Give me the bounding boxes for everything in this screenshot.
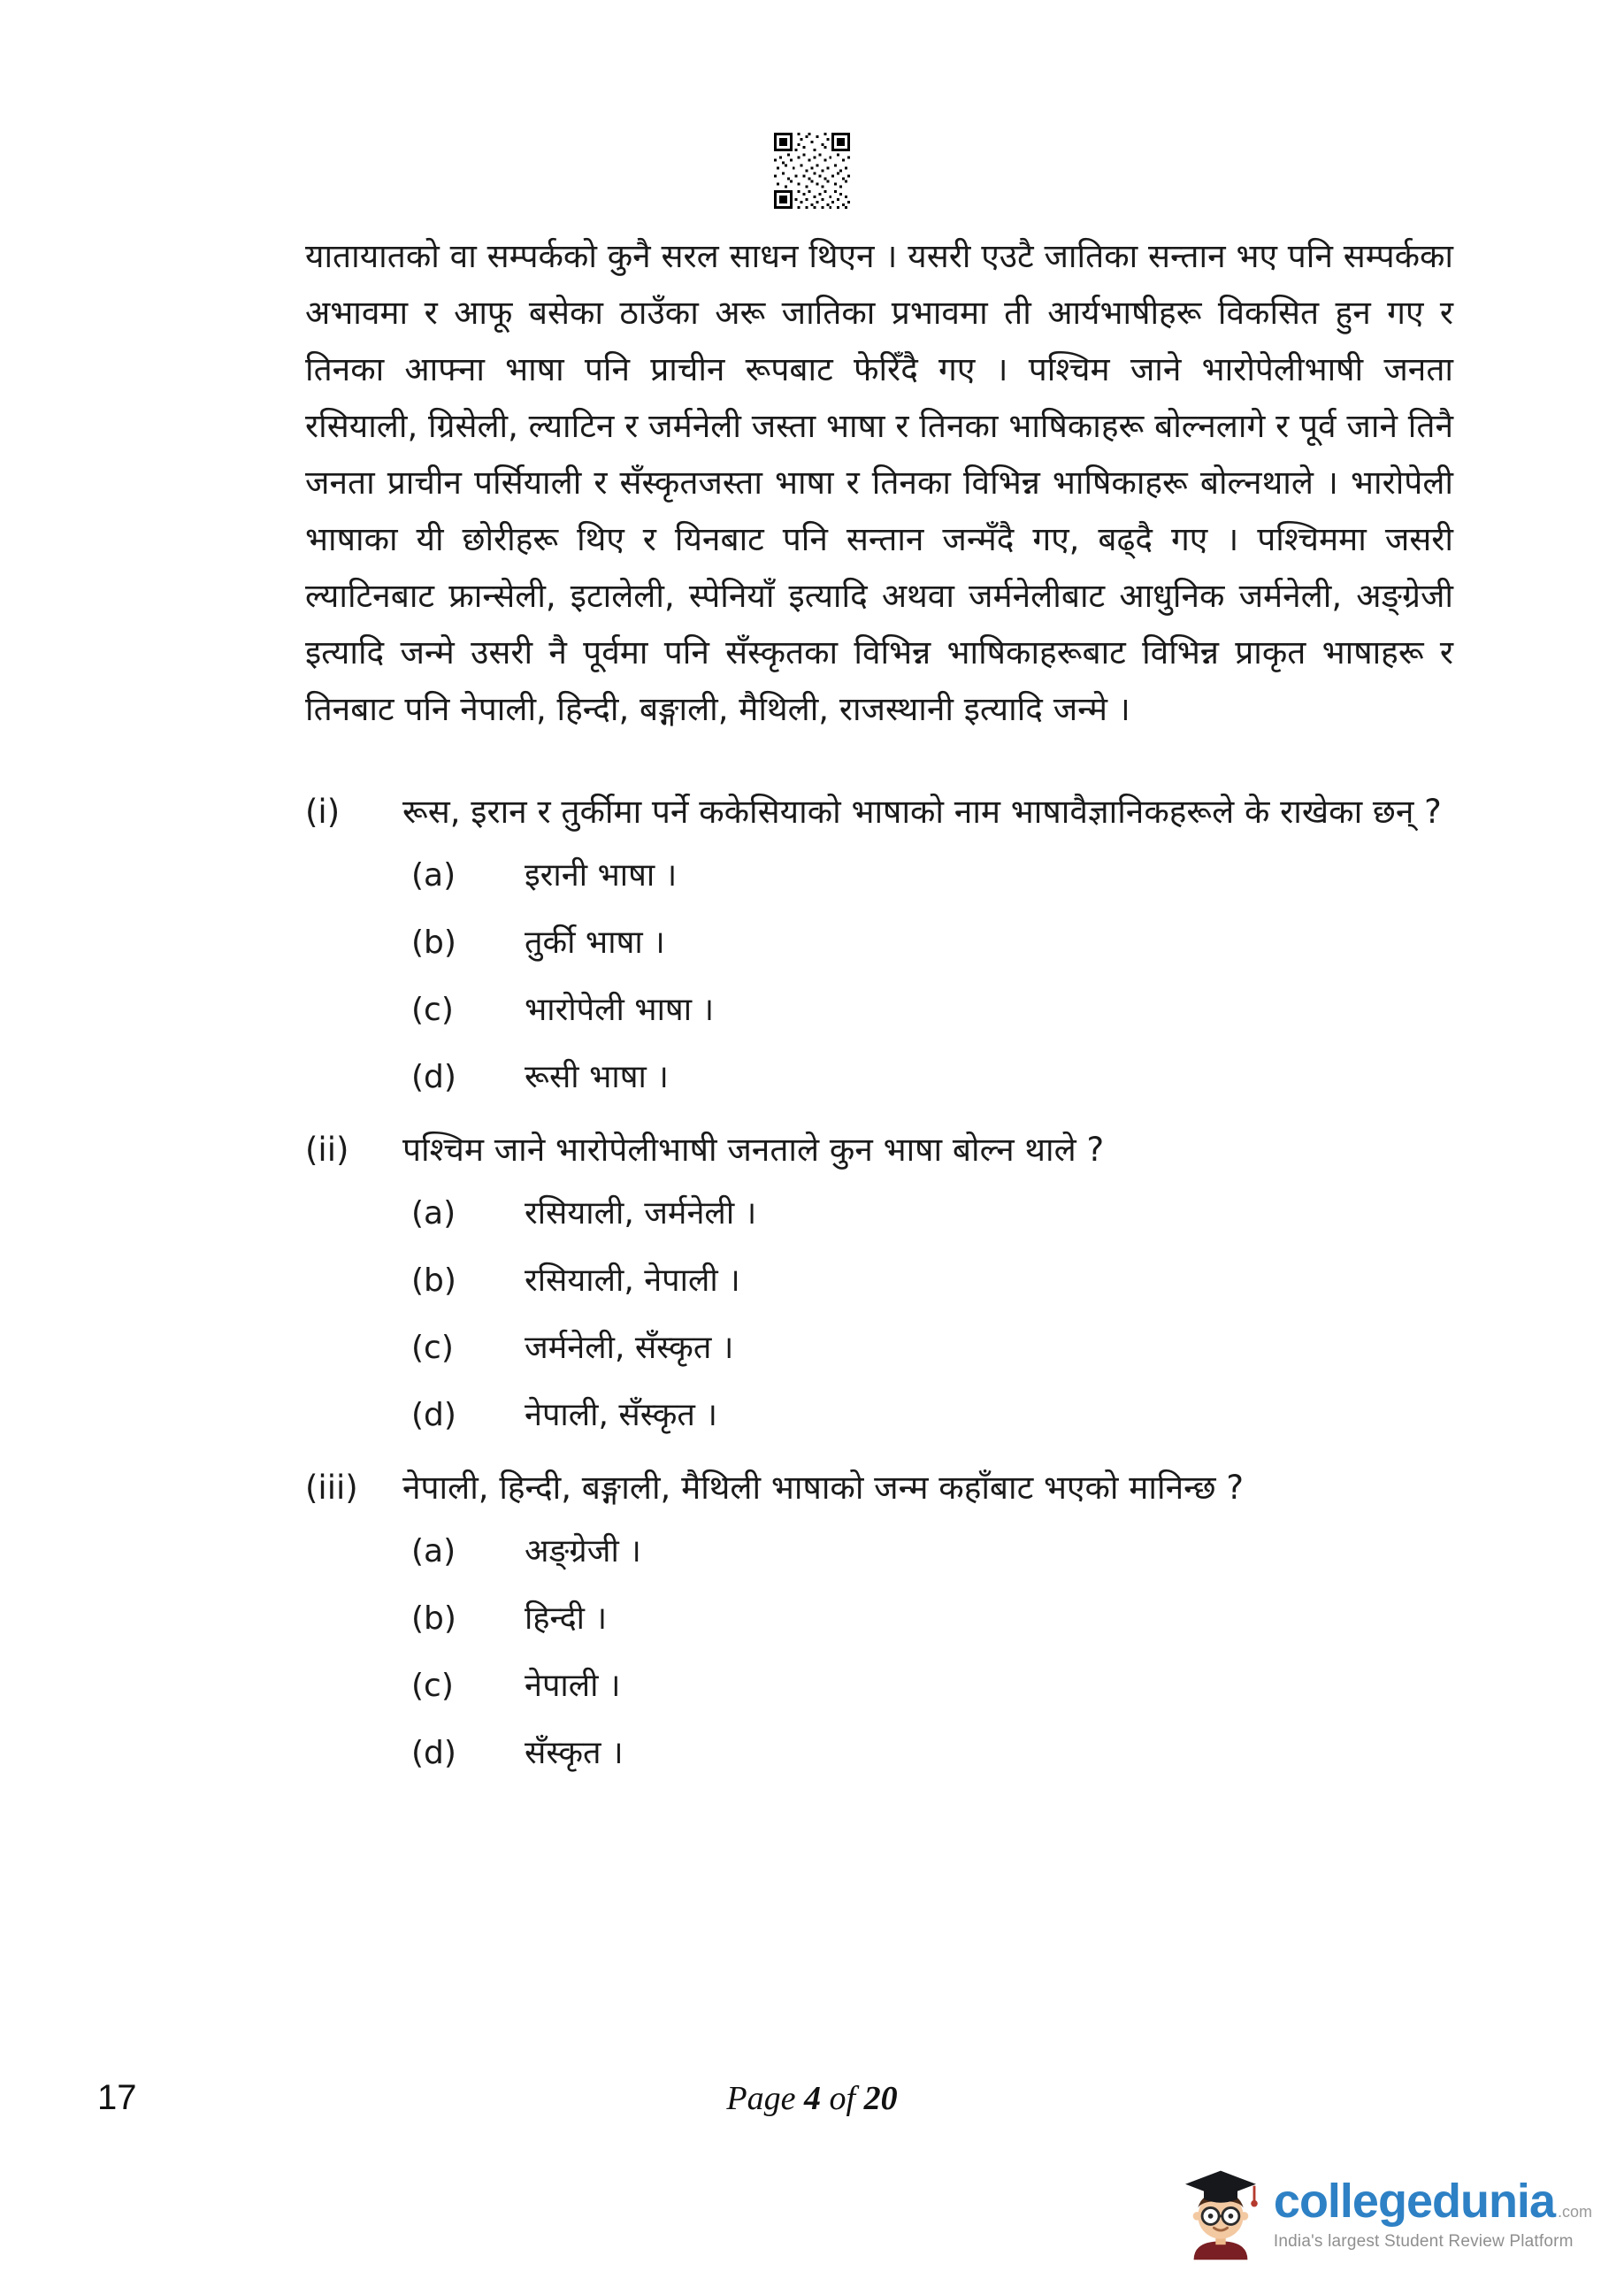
question-number: (i) xyxy=(305,793,341,831)
option-letter: (a) xyxy=(411,1533,456,1569)
question-number: (ii) xyxy=(305,1131,349,1169)
options-list xyxy=(305,855,1453,1099)
option-letter: (c) xyxy=(411,992,454,1028)
option-a xyxy=(411,1193,1453,1235)
qr-code-icon xyxy=(774,133,850,209)
option-a xyxy=(411,1531,1453,1573)
option-text: रूसी भाषा । xyxy=(525,1059,669,1095)
option-letter: (b) xyxy=(411,925,456,961)
brand-text-block xyxy=(1274,2177,1592,2252)
option-text: रसियाली, नेपाली । xyxy=(525,1262,740,1299)
brand-tagline: India's largest Student Review Platform xyxy=(1273,2232,1574,2251)
option-text: रसियाली, जर्मनेली । xyxy=(525,1195,757,1232)
option-text: हिन्दी । xyxy=(525,1600,608,1637)
option-c xyxy=(411,989,1453,1032)
question-text: पश्चिम जाने भारोपेलीभाषी जनताले कुन भाषा बोल्न थाले ? xyxy=(402,1131,1105,1169)
question-ii xyxy=(305,1124,1453,1437)
question-i xyxy=(305,786,1453,1099)
option-c xyxy=(411,1327,1453,1370)
option-letter: (a) xyxy=(411,1195,456,1232)
option-text: तुर्की भाषा । xyxy=(525,925,665,961)
option-letter: (c) xyxy=(411,1330,454,1366)
option-c xyxy=(411,1665,1453,1707)
option-letter: (b) xyxy=(411,1262,456,1299)
footer-page-label: Page xyxy=(726,2080,796,2117)
option-text: सँस्कृत । xyxy=(525,1735,624,1771)
option-text: अङ्ग्रेजी । xyxy=(525,1533,641,1569)
option-d xyxy=(411,1056,1453,1099)
footer-of-label: of xyxy=(829,2080,856,2117)
collegedunia-mascot-icon xyxy=(1178,2164,1263,2265)
option-text: इरानी भाषा । xyxy=(525,857,678,894)
option-letter: (d) xyxy=(411,1735,456,1771)
option-letter: (a) xyxy=(411,857,456,894)
option-letter: (c) xyxy=(411,1668,454,1704)
option-text: भारोपेली भाषा । xyxy=(525,992,715,1028)
option-b xyxy=(411,1260,1453,1302)
option-text: नेपाली । xyxy=(525,1668,621,1704)
option-b xyxy=(411,1598,1453,1640)
option-a xyxy=(411,855,1453,897)
brand-name: collegedunia xyxy=(1273,2175,1555,2228)
footer-total-pages: 20 xyxy=(863,2080,898,2117)
brand-tld: .com xyxy=(1557,2203,1592,2221)
page-number-left: 17 xyxy=(97,2078,137,2117)
main-content xyxy=(305,228,1453,1799)
passage-text: यातायातको वा सम्पर्कको कुनै सरल साधन थिएन । यसरी एउटै जातिका सन्तान भए पनि सम्पर्कका अभावमा र आफू बसेका ठाउँका अरू जातिका प्रभावमा ती आर्यभाषीहरू विकसित हुन गए र तिनका आफ्ना भाषा पनि प्राचीन रूपबाट फेरिँदै गए । पश्चिम जाने भारोपेलीभाषी जनता रसियाली, ग्रिसेली, ल्याटिन र जर्मनेली जस्ता भाषा र तिनका भाषिकाहरू बोल्नलागे र पूर्व जाने तिनै जनता प्राचीन पर्सियाली र सँस्कृतजस्ता भाषा र तिनका विभिन्न भाषिकाहरू बोल्नथाले । भारोपेली भाषाका यी छोरीहरू थिए र यिनबाट पनि सन्तान जन्मँदै गए, बढ्दै गए । पश्चिममा जसरी ल्याटिनबाट फ्रान्सेली, इटालेली, स्पेनियाँ इत्यादि अथवा जर्मनेलीबाट आधुनिक जर्मनेली, अङ्ग्रेजी इत्यादि जन्मे उसरी नै पूर्वमा पनि सँस्कृतका विभिन्न भाषिकाहरूबाट विभिन्न प्राकृत भाषाहरू र तिनबाट पनि नेपाली, हिन्दी, बङ्गाली, मैथिली, राजस्थानी इत्यादि जन्मे । xyxy=(305,237,1453,728)
qr-code-svg xyxy=(774,133,850,209)
page-footer xyxy=(0,2079,1624,2118)
option-text: जर्मनेली, सँस्कृत । xyxy=(525,1330,734,1366)
option-d xyxy=(411,1732,1453,1775)
option-letter: (d) xyxy=(411,1059,456,1095)
option-letter: (d) xyxy=(411,1397,456,1433)
option-letter: (b) xyxy=(411,1600,456,1637)
options-list xyxy=(305,1531,1453,1775)
collegedunia-watermark xyxy=(1178,2164,1592,2265)
option-b xyxy=(411,922,1453,964)
option-text: नेपाली, सँस्कृत । xyxy=(525,1397,717,1433)
question-text: नेपाली, हिन्दी, बङ्गाली, मैथिली भाषाको जन्म कहाँबाट भएको मानिन्छ ? xyxy=(402,1469,1245,1507)
question-number: (iii) xyxy=(305,1469,358,1507)
question-text: रूस, इरान र तुर्कीमा पर्ने ककेसियाको भाषाको नाम भाषावैज्ञानिकहरूले के राखेका छन् ? xyxy=(402,793,1442,831)
footer-current-page: 4 xyxy=(804,2080,821,2117)
options-list xyxy=(305,1193,1453,1437)
option-d xyxy=(411,1394,1453,1437)
question-iii xyxy=(305,1462,1453,1775)
